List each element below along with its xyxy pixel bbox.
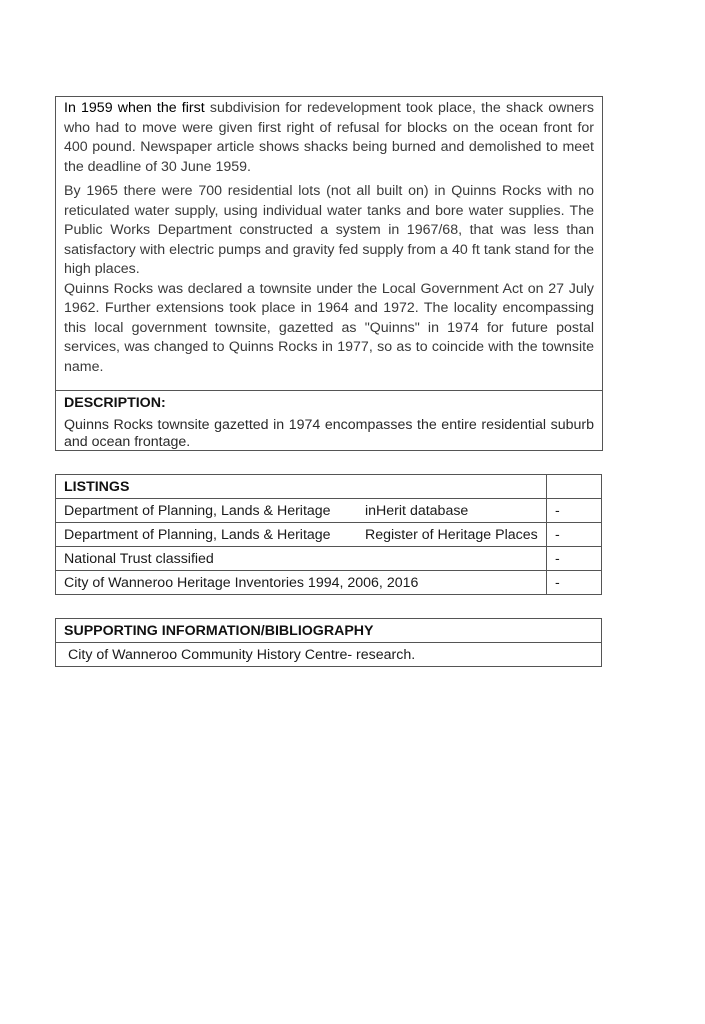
listing-source: National Trust classified [64, 550, 214, 567]
bibliography-table [55, 618, 602, 667]
listings-header-status-cell [547, 475, 602, 499]
listing-status: - [547, 571, 602, 595]
listings-header-row [56, 475, 602, 499]
history-paragraph: Quinns Rocks was declared a townsite under the Local Government Act on 27 July 1962. Further extensions took place in 1964 and 1972. The locality encompassing this local government townsite, gazetted as "Quinns" in 1974 for future postal services, was changed to Quinns Rocks in 1977, so as to coincide with the townsite name. [64, 280, 594, 375]
history-paragraph: By 1965 there were 700 residential lots (not all built on) in Quinns Rocks with no reticulated water supply, using individual water tanks and bore water supplies. The Public Works Department constructed a system in 1967/68, that was less than satisfactory with electric pumps and gravity fed supply from a 40 ft tank stand for the high places. [64, 183, 594, 277]
history-paragraph [64, 99, 594, 177]
description-heading: DESCRIPTION: [64, 395, 166, 411]
description-text: Quinns Rocks townsite gazetted in 1974 encompasses the entire residential suburb and ocean frontage. [64, 417, 594, 450]
listing-register: Register of Heritage Places [365, 526, 538, 543]
listing-source: Department of Planning, Lands & Heritage [64, 502, 331, 519]
bibliography-entry: City of Wanneroo Community History Centre- research. [56, 643, 602, 667]
bibliography-header-row [56, 619, 602, 643]
table-row [56, 547, 602, 571]
listing-status: - [547, 499, 602, 523]
table-row [56, 523, 602, 547]
section-divider [56, 390, 602, 391]
history-section [55, 96, 603, 451]
listing-source: Department of Planning, Lands & Heritage [64, 526, 331, 543]
listings-table [55, 474, 602, 595]
table-row [56, 571, 602, 595]
listings-heading: LISTINGS [56, 475, 547, 499]
bibliography-heading: SUPPORTING INFORMATION/BIBLIOGRAPHY [56, 619, 602, 643]
table-row [56, 499, 602, 523]
listing-source: City of Wanneroo Heritage Inventories 1994, 2006, 2016 [64, 574, 419, 591]
history-paragraph-lead: In 1959 when the first [64, 100, 205, 116]
listing-register: inHerit database [365, 502, 469, 519]
listing-status: - [547, 523, 602, 547]
history-paragraph-text: subdivision for redevelopment took place, the shack owners who had to move were given first right of refusal for blocks on the ocean front for 400 pound. Newspaper article shows shacks being burned and demolished to meet the deadline of 30 June 1959. [64, 100, 594, 175]
listing-status: - [547, 547, 602, 571]
table-row [56, 643, 602, 667]
